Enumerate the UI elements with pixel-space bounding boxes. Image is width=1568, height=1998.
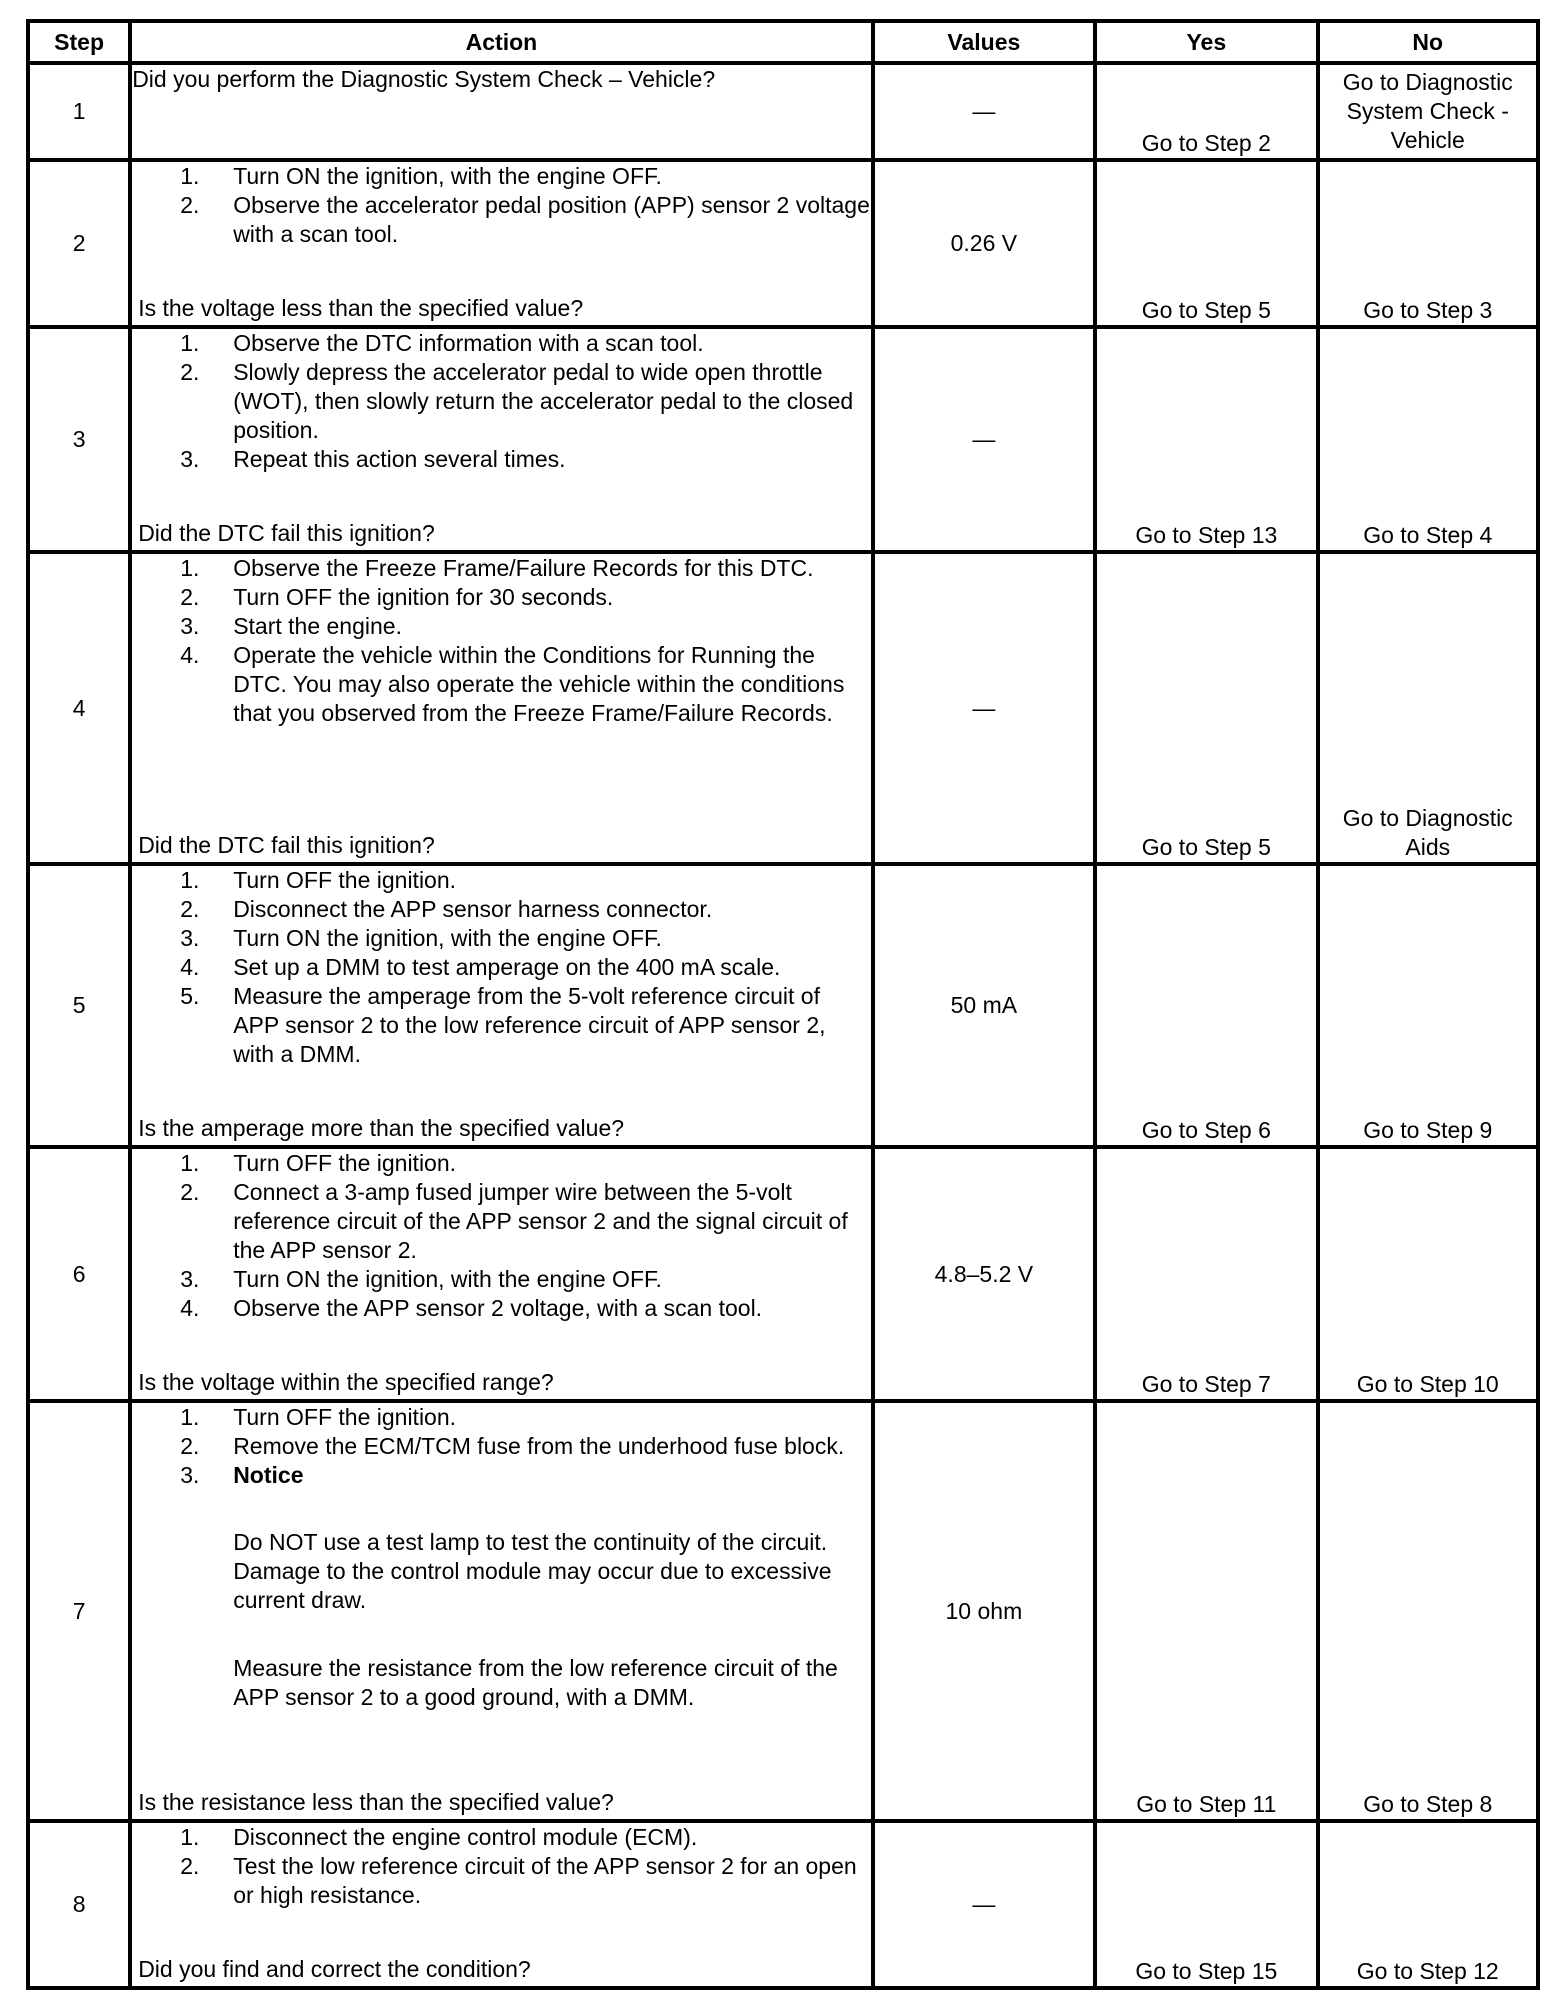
yes-cell: Go to Step 7 [1095, 1147, 1317, 1401]
header-no: No [1318, 21, 1538, 63]
no-cell: Go to Step 4 [1318, 327, 1538, 552]
step-number: 7 [28, 1401, 130, 1821]
no-cell: Go to Step 10 [1318, 1147, 1538, 1401]
yes-cell: Go to Step 5 [1095, 552, 1317, 864]
list-item: 3. Notice Do NOT use a test lamp to test the continuity of the circuit. Damage to the control module may occur due to excessive current draw. Measure the resistance from the low reference circuit of the APP sensor 2 to a good ground, with a DMM. [132, 1461, 870, 1712]
list-item: 1. Turn OFF the ignition. [180, 867, 457, 893]
yes-cell: Go to Step 2 [1095, 63, 1317, 160]
no-cell: Go to Diagnostic Aids [1318, 552, 1538, 864]
no-cell: Go to Step 9 [1318, 864, 1538, 1147]
list-item: 2. Observe the accelerator pedal position (APP) sensor 2 voltage with a scan tool. [180, 192, 870, 247]
header-row [28, 21, 1538, 63]
list-item: 4. Observe the APP sensor 2 voltage, with a scan tool. [180, 1295, 763, 1321]
table-row [28, 552, 1538, 864]
step-number: 3 [28, 327, 130, 552]
list-item: 1. Observe the Freeze Frame/Failure Records for this DTC. [180, 555, 814, 581]
no-cell: Go to Step 12 [1318, 1821, 1538, 1988]
step-number: 2 [28, 160, 130, 327]
header-yes: Yes [1095, 21, 1317, 63]
table-row [28, 1821, 1538, 1988]
list-item: 3. Turn ON the ignition, with the engine OFF. [180, 925, 662, 951]
table-row [28, 160, 1538, 327]
list-item: 2. Test the low reference circuit of the APP sensor 2 for an open or high resistance. [180, 1853, 857, 1908]
list-item: 1. Turn ON the ignition, with the engine OFF. [180, 163, 662, 189]
list-item: 2. Disconnect the APP sensor harness connector. [180, 896, 713, 922]
value-cell: 10 ohm [873, 1401, 1095, 1821]
value-cell: — [873, 1821, 1095, 1988]
step-number: 4 [28, 552, 130, 864]
list-item: 3. Turn ON the ignition, with the engine OFF. [180, 1266, 662, 1292]
list-item: 3. Repeat this action several times. [180, 446, 566, 472]
diagnostic-table [26, 19, 1540, 1990]
table-row [28, 1401, 1538, 1821]
action-cell [130, 552, 872, 864]
list-item: 2. Turn OFF the ignition for 30 seconds. [180, 584, 614, 610]
value-cell: — [873, 63, 1095, 160]
header-action: Action [130, 21, 872, 63]
action-question: Did the DTC fail this ignition? [138, 520, 435, 546]
header-values: Values [873, 21, 1095, 63]
table-row [28, 63, 1538, 160]
action-cell [130, 63, 872, 160]
list-item: 4. Set up a DMM to test amperage on the 400 mA scale. [180, 954, 781, 980]
action-cell [130, 160, 872, 327]
list-item: 2. Slowly depress the accelerator pedal to wide open throttle (WOT), then slowly return the accelerator pedal to the closed position. [180, 359, 854, 443]
action-question: Is the amperage more than the specified value? [138, 1115, 625, 1141]
action-question: Did you perform the Diagnostic System Check – Vehicle? [132, 66, 716, 92]
no-cell: Go to Diagnostic System Check - Vehicle [1318, 63, 1538, 160]
no-cell: Go to Step 8 [1318, 1401, 1538, 1821]
action-question: Is the resistance less than the specified value? [138, 1789, 614, 1815]
header-step: Step [28, 21, 130, 63]
value-cell: — [873, 327, 1095, 552]
action-cell [130, 1147, 872, 1401]
action-cell [130, 327, 872, 552]
list-item: 1. Turn OFF the ignition. [180, 1150, 457, 1176]
yes-cell: Go to Step 13 [1095, 327, 1317, 552]
action-cell [130, 1401, 872, 1821]
action-question: Did you find and correct the condition? [138, 1956, 531, 1982]
list-item: 2. Remove the ECM/TCM fuse from the underhood fuse block. [180, 1433, 845, 1459]
value-cell: 0.26 V [873, 160, 1095, 327]
list-item: 2. Connect a 3-amp fused jumper wire between the 5-volt reference circuit of the APP sensor 2 and the signal circuit of the APP sensor 2. [180, 1179, 848, 1263]
step-number: 5 [28, 864, 130, 1147]
table-row [28, 1147, 1538, 1401]
action-cell [130, 1821, 872, 1988]
yes-cell: Go to Step 5 [1095, 160, 1317, 327]
action-question: Did the DTC fail this ignition? [138, 832, 435, 858]
list-item: 1. Disconnect the engine control module (ECM). [180, 1824, 698, 1850]
notice-label: Notice [233, 1462, 304, 1488]
step-number: 8 [28, 1821, 130, 1988]
action-cell [130, 864, 872, 1147]
step-number: 6 [28, 1147, 130, 1401]
yes-cell: Go to Step 6 [1095, 864, 1317, 1147]
value-cell: — [873, 552, 1095, 864]
list-item: 1. Observe the DTC information with a scan tool. [180, 330, 704, 356]
list-item: 5. Measure the amperage from the 5-volt reference circuit of APP sensor 2 to the low reference circuit of APP sensor 2, with a DMM. [180, 983, 826, 1067]
list-item: 1. Turn OFF the ignition. [180, 1404, 457, 1430]
list-item: 3. Start the engine. [180, 613, 402, 639]
measure-text: Measure the resistance from the low reference circuit of the APP sensor 2 to a good ground, with a DMM. [233, 1655, 838, 1710]
yes-cell: Go to Step 15 [1095, 1821, 1317, 1988]
no-cell: Go to Step 3 [1318, 160, 1538, 327]
yes-cell: Go to Step 11 [1095, 1401, 1317, 1821]
list-item: 4. Operate the vehicle within the Conditions for Running the DTC. You may also operate the vehicle within the conditions that you observed from the Freeze Frame/Failure Records. [180, 642, 845, 726]
table-row [28, 864, 1538, 1147]
action-question: Is the voltage within the specified range? [138, 1369, 554, 1395]
step-number: 1 [28, 63, 130, 160]
table-row [28, 327, 1538, 552]
action-question: Is the voltage less than the specified value? [138, 295, 584, 321]
notice-text: Do NOT use a test lamp to test the continuity of the circuit. Damage to the control module may occur due to excessive current draw. [233, 1529, 832, 1613]
value-cell: 4.8–5.2 V [873, 1147, 1095, 1401]
value-cell: 50 mA [873, 864, 1095, 1147]
